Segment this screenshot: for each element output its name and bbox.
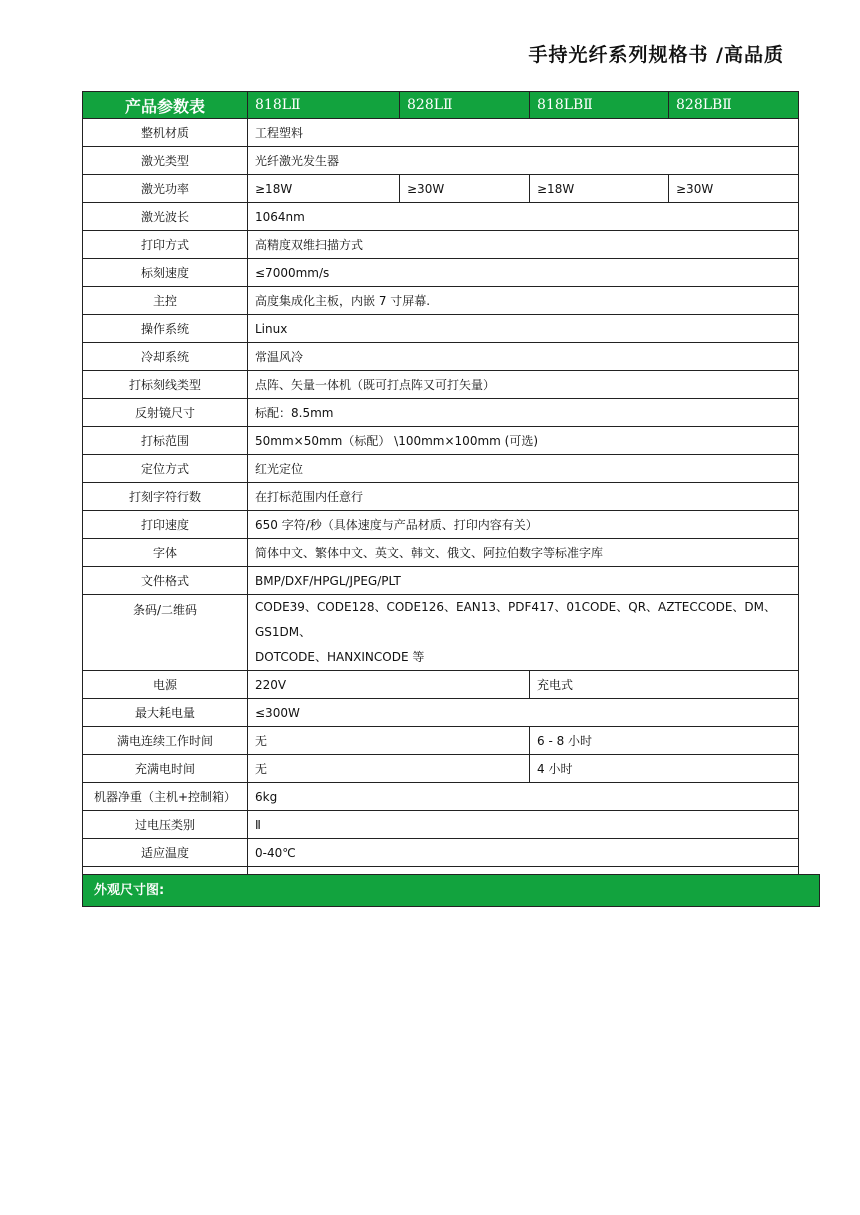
barcode-line-1: CODE39、CODE128、CODE126、EAN13、PDF417、01CODE、QR、AZTECCODE、DM、GS1DM、 [255,600,776,639]
table-row [83,755,799,783]
row-value: 650 字符/秒（具体速度与产品材质、打印内容有关） [248,511,799,539]
table-row [83,371,799,399]
table-row [83,783,799,811]
table-row [83,259,799,287]
row-label: 激光类型 [83,147,248,175]
dimension-drawing-heading: 外观尺寸图: [82,874,820,907]
row-value: 高度集成化主板，内嵌 7 寸屏幕. [248,287,799,315]
table-row [83,427,799,455]
row-label: 标刻速度 [83,259,248,287]
row-label: 主控 [83,287,248,315]
table-row [83,511,799,539]
row-label: 打标刻线类型 [83,371,248,399]
row-label: 激光波长 [83,203,248,231]
row-value: ≥30W [400,175,530,203]
row-value: 0-40℃ [248,839,799,867]
row-label: 过电压类别 [83,811,248,839]
table-row [83,315,799,343]
table-row [83,175,799,203]
table-row [83,147,799,175]
row-label: 反射镜尺寸 [83,399,248,427]
row-value: Linux [248,315,799,343]
row-value: 充电式 [530,671,799,699]
row-value: 50mm×50mm（标配） \100mm×100mm (可选) [248,427,799,455]
model-818L: 818LⅡ [248,92,400,119]
row-value: Ⅱ [248,811,799,839]
header-label: 产品参数表 [83,92,248,119]
row-value: 标配：8.5mm [248,399,799,427]
row-value: 1064nm [248,203,799,231]
spec-table [82,91,799,895]
table-header-row [83,92,799,119]
row-value: 光纤激光发生器 [248,147,799,175]
row-label: 满电连续工作时间 [83,727,248,755]
table-row [83,119,799,147]
table-row [83,699,799,727]
row-label: 打印速度 [83,511,248,539]
row-value: 220V [248,671,530,699]
row-label: 电源 [83,671,248,699]
table-row [83,839,799,867]
row-label: 打印方式 [83,231,248,259]
model-828L: 828LⅡ [400,92,530,119]
row-label: 充满电时间 [83,755,248,783]
table-row [83,595,799,671]
table-row [83,567,799,595]
row-value: 常温风冷 [248,343,799,371]
row-label: 最大耗电量 [83,699,248,727]
row-value: 无 [248,727,530,755]
model-818LB: 818LBⅡ [530,92,669,119]
table-row [83,811,799,839]
row-label: 冷却系统 [83,343,248,371]
model-828LB: 828LBⅡ [669,92,799,119]
row-label: 打刻字符行数 [83,483,248,511]
row-label: 定位方式 [83,455,248,483]
row-value: ≤300W [248,699,799,727]
row-value: ≥30W [669,175,799,203]
row-value: 在打标范围内任意行 [248,483,799,511]
row-value: 简体中文、繁体中文、英文、韩文、俄文、阿拉伯数字等标准字库 [248,539,799,567]
table-row [83,483,799,511]
row-label: 激光功率 [83,175,248,203]
table-row [83,671,799,699]
row-value: 无 [248,755,530,783]
row-label: 机器净重（主机+控制箱） [83,783,248,811]
row-label: 整机材质 [83,119,248,147]
row-value: ≥18W [248,175,400,203]
row-value: 工程塑料 [248,119,799,147]
table-row [83,727,799,755]
row-value: 6kg [248,783,799,811]
row-value: 高精度双维扫描方式 [248,231,799,259]
row-label: 适应温度 [83,839,248,867]
document-title: 手持光纤系列规格书 /高品质 [528,44,784,66]
table-row [83,231,799,259]
row-label: 打标范围 [83,427,248,455]
barcode-line-2: DOTCODE、HANXINCODE 等 [255,650,425,664]
row-value: BMP/DXF/HPGL/JPEG/PLT [248,567,799,595]
row-label: 字体 [83,539,248,567]
table-row [83,343,799,371]
row-value: ≤7000mm/s [248,259,799,287]
table-row [83,287,799,315]
row-label: 条码/二维码 [83,595,248,671]
row-value: ≥18W [530,175,669,203]
row-value [248,595,799,671]
row-label: 操作系统 [83,315,248,343]
row-value: 红光定位 [248,455,799,483]
table-row [83,399,799,427]
row-value: 6 - 8 小时 [530,727,799,755]
row-value: 4 小时 [530,755,799,783]
row-value: 点阵、矢量一体机（既可打点阵又可打矢量） [248,371,799,399]
table-row [83,203,799,231]
table-row [83,455,799,483]
row-label: 文件格式 [83,567,248,595]
table-row [83,539,799,567]
